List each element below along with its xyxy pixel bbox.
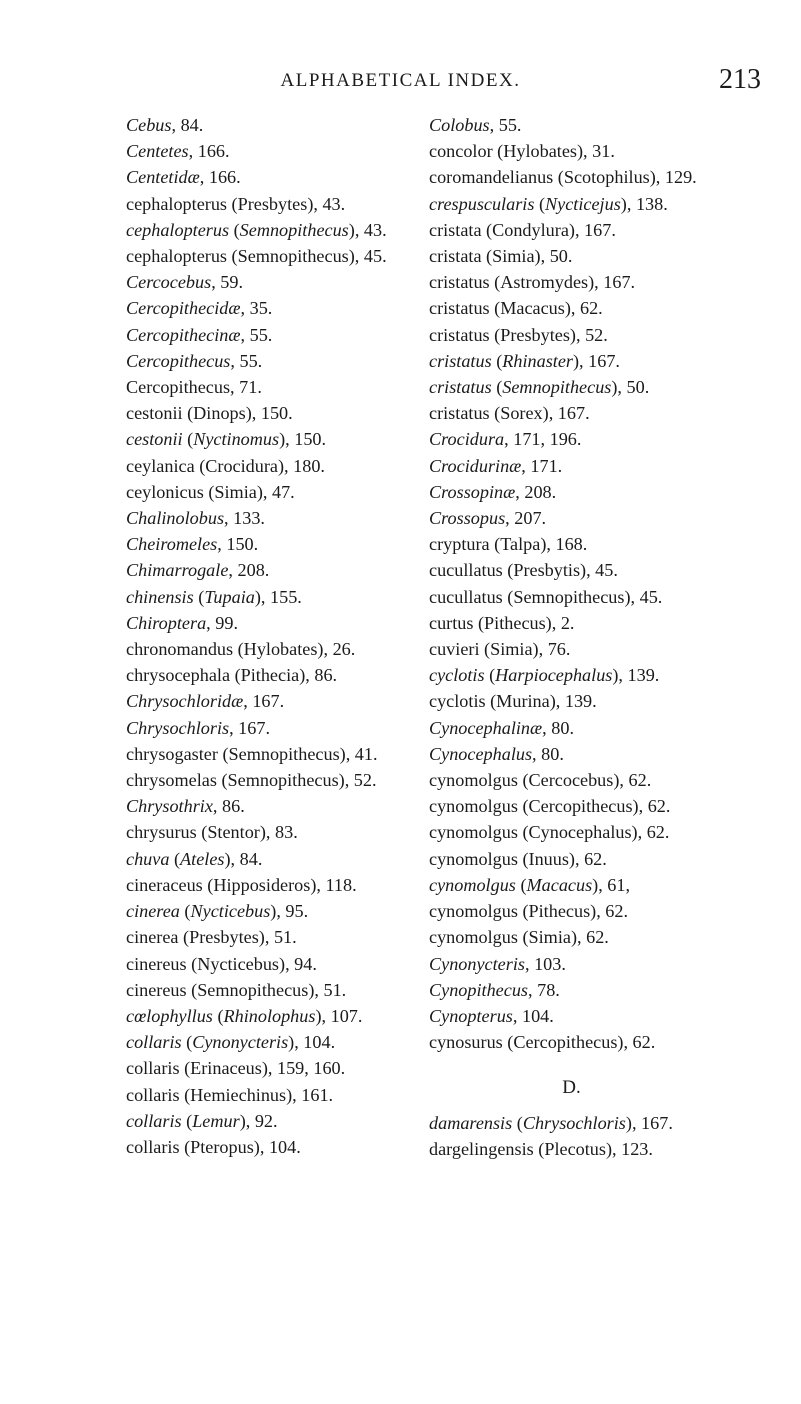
index-entry-text: ), 107. — [315, 1005, 363, 1026]
index-entry-text: cristatus (Astromydes), 167. — [429, 272, 636, 293]
index-entry-text: Crossopus — [429, 508, 506, 529]
index-entry-text: Cercopithecinæ — [126, 324, 241, 345]
index-entry-text: crespuscularis — [429, 193, 535, 214]
index-entry-text: cynomolgus (Simia), 62. — [429, 927, 609, 948]
index-entry-text: , 207. — [505, 508, 547, 529]
index-entry-text: cinereus (Nycticebus), 94. — [126, 953, 317, 974]
index-entry — [429, 505, 784, 531]
index-entry-text: Crossopinæ — [429, 481, 516, 502]
index-entry-text: ( — [484, 665, 496, 686]
index-entry — [429, 584, 784, 610]
index-entry-text: ), 155. — [254, 586, 302, 607]
index-entry-text: cestonii (Dinops), 150. — [126, 403, 293, 424]
index-entry-text: ), 167. — [573, 350, 620, 371]
index-entry-text: cephalopterus — [126, 219, 230, 240]
index-entry-text: , 35. — [240, 298, 273, 319]
index-entry — [126, 557, 436, 583]
index-entry — [126, 872, 436, 898]
index-entry-text: cristata (Condylura), 167. — [429, 219, 616, 240]
index-entry-text: Rhinolophus — [223, 1005, 316, 1026]
index-entry — [429, 715, 784, 741]
index-entry — [126, 977, 436, 1003]
index-entry-text: , 171, 196. — [504, 429, 582, 450]
index-entry-text: ( — [193, 586, 205, 607]
index-entry-text: Nyctinomus — [193, 429, 280, 450]
index-entry — [429, 951, 784, 977]
index-entry-text: Chrysochloris — [126, 717, 230, 738]
index-entry — [429, 741, 784, 767]
index-entry-text: Tupaia — [204, 586, 255, 607]
index-entry — [126, 453, 436, 479]
index-entry-text: Macacus — [526, 874, 593, 895]
index-entry — [126, 898, 436, 924]
index-entry — [429, 872, 784, 898]
index-entry-text: cucullatus (Semnopithecus), 45. — [429, 586, 663, 607]
index-entry-text: Chrysochloris — [522, 1112, 626, 1133]
index-entry-text: cephalopterus (Semnopithecus), 45. — [126, 246, 387, 267]
index-entry-text: cynomolgus (Inuus), 62. — [429, 848, 607, 869]
index-entry — [429, 1136, 784, 1162]
index-entry-text: cuvieri (Simia), 76. — [429, 639, 571, 660]
index-entry-text: cristatus — [429, 377, 492, 398]
index-entry-text: , 80. — [542, 717, 574, 738]
index-entry — [429, 819, 784, 845]
index-entry-text: ( — [182, 429, 194, 450]
index-entry-text: , 104. — [512, 1005, 554, 1026]
index-entry-text: ( — [491, 377, 503, 398]
index-entry-text: ( — [179, 901, 191, 922]
index-entry-text: , 84. — [171, 115, 204, 135]
index-entry — [126, 846, 436, 872]
index-entry-text: chuva — [126, 848, 170, 869]
index-entry-text: , 150. — [217, 534, 259, 555]
index-entry-text: , 208. — [515, 481, 557, 502]
index-entry-text: ( — [181, 1110, 193, 1131]
index-entry-text: Chrysochloridæ — [126, 691, 244, 712]
index-entry-text: ( — [491, 350, 503, 371]
index-entry — [429, 138, 784, 164]
index-entry — [126, 1055, 436, 1081]
index-entry-text: Cercopithecidæ — [126, 298, 241, 319]
index-entry — [126, 400, 436, 426]
index-entry-text: cynomolgus — [429, 874, 516, 895]
index-entry-text: , 55. — [230, 350, 263, 371]
index-entry-text: cinerea (Presbytes), 51. — [126, 927, 297, 948]
index-entry — [126, 584, 436, 610]
index-entry-text: ), 95. — [270, 901, 309, 922]
index-entry-text: ( — [512, 1112, 523, 1133]
index-entry-text: chrysocephala (Pithecia), 86. — [126, 665, 338, 686]
index-entry-text: cestonii — [126, 429, 183, 450]
index-entry — [126, 636, 436, 662]
index-entry — [429, 112, 784, 138]
index-entry-text: Rhinaster — [502, 350, 573, 371]
index-entry-text: cynomolgus (Pithecus), 62. — [429, 901, 629, 922]
index-entry-text: ), 150. — [279, 429, 327, 450]
index-entry-text: Ateles — [180, 848, 225, 869]
index-entry — [429, 688, 784, 714]
section-letter: D. — [562, 1077, 581, 1099]
index-entry-text: dargelingensis (Plecotus), 123. — [429, 1138, 653, 1159]
index-entry-text: cyclotis (Murina), 139. — [429, 691, 597, 712]
index-entry-text: chrysomelas (Semnopithecus), 52. — [126, 770, 377, 791]
index-entry-text: Chimarrogale — [126, 560, 229, 581]
page-header — [0, 62, 801, 102]
index-entry — [126, 322, 436, 348]
index-entry — [126, 793, 436, 819]
index-entry-text: Crocidurinæ — [429, 455, 522, 476]
index-entry — [126, 479, 436, 505]
index-entry — [126, 295, 436, 321]
index-entry — [126, 767, 436, 793]
index-entry — [429, 217, 784, 243]
index-entry — [429, 557, 784, 583]
index-entry — [429, 243, 784, 269]
index-entry — [126, 741, 436, 767]
index-entry-text: cynomolgus (Cercopithecus), 62. — [429, 796, 671, 817]
index-entry-text: chrysogaster (Semnopithecus), 41. — [126, 743, 378, 764]
index-entry-text: Cynopterus — [429, 1005, 513, 1026]
index-entry-text: , 55. — [489, 115, 522, 135]
index-entry — [126, 662, 436, 688]
index-entry — [126, 191, 436, 217]
index-entry-text: ceylanica (Crocidura), 180. — [126, 455, 325, 476]
index-entry — [429, 898, 784, 924]
index-entry-text: , 55. — [240, 324, 273, 345]
index-entry — [126, 374, 436, 400]
index-entry-text: Colobus — [429, 115, 490, 135]
index-entry-text: cristata (Simia), 50. — [429, 246, 573, 267]
index-entry — [429, 1110, 784, 1136]
index-entry-text: , 86. — [212, 796, 245, 817]
index-entry-text: ), 61, — [592, 874, 631, 895]
index-entry-text: , 80. — [532, 743, 564, 764]
index-entry-text: Crocidura — [429, 429, 505, 450]
index-entry-text: cephalopterus (Presbytes), 43. — [126, 193, 346, 214]
index-entry-text: Cynonycteris — [192, 1032, 289, 1053]
index-entry — [429, 977, 784, 1003]
index-entry — [429, 295, 784, 321]
index-entry — [126, 688, 436, 714]
index-entry-text: ), 50. — [611, 377, 650, 398]
index-entry-text: , 99. — [206, 612, 238, 633]
index-column-right — [429, 112, 784, 1162]
index-entry — [126, 819, 436, 845]
index-entry-text: cristatus — [429, 350, 492, 371]
index-entry-text: chrysurus (Stentor), 83. — [126, 822, 298, 843]
index-entry-text: cristatus (Presbytes), 52. — [429, 324, 608, 345]
index-entry — [429, 610, 784, 636]
index-entry — [429, 453, 784, 479]
index-entry — [429, 924, 784, 950]
index-entry — [429, 269, 784, 295]
index-entry — [429, 322, 784, 348]
index-entry-text: ceylonicus (Simia), 47. — [126, 481, 295, 502]
index-entry-text: chronomandus (Hylobates), 26. — [126, 639, 356, 660]
index-entry-text: cinereus (Semnopithecus), 51. — [126, 979, 347, 1000]
index-entry — [429, 793, 784, 819]
index-entry-text: cynomolgus (Cercocebus), 62. — [429, 770, 652, 791]
index-entry-text: collaris (Erinaceus), 159, 160. — [126, 1058, 346, 1079]
index-entry-text: cryptura (Talpa), 168. — [429, 534, 588, 555]
index-entry-text: collaris — [126, 1032, 182, 1053]
index-entry-text: Cercopithecus, 71. — [126, 377, 262, 398]
index-entry — [126, 217, 436, 243]
index-entry — [126, 426, 436, 452]
index-entry-text: cristatus (Macacus), 62. — [429, 298, 603, 319]
index-entry-text: ), 92. — [239, 1110, 278, 1131]
index-entry-text: Semnopithecus — [502, 377, 612, 398]
index-entry-text: , 167. — [229, 717, 270, 738]
index-entry — [429, 374, 784, 400]
index-entry — [429, 636, 784, 662]
index-entry — [126, 951, 436, 977]
index-entry-text: ), 43. — [348, 219, 387, 240]
running-title: ALPHABETICAL INDEX. — [280, 70, 521, 91]
index-entry — [429, 479, 784, 505]
index-entry-text: Semnopithecus — [239, 219, 349, 240]
index-entry — [126, 269, 436, 295]
index-entry — [126, 138, 436, 164]
index-entry — [126, 243, 436, 269]
index-entry — [126, 531, 436, 557]
index-entry — [126, 348, 436, 374]
index-entry — [429, 1029, 784, 1055]
index-entry-text: cinerea — [126, 901, 180, 922]
index-entry-text: ( — [169, 848, 181, 869]
index-entry-text: Cheiromeles — [126, 534, 218, 555]
index-entry-text: Chalinolobus — [126, 508, 225, 529]
page-number: 213 — [719, 64, 761, 95]
index-entry-text: , 59. — [211, 272, 244, 293]
index-entry — [429, 348, 784, 374]
index-entry — [429, 1003, 784, 1029]
index-entry-text: Cebus — [126, 115, 172, 135]
index-entry — [126, 924, 436, 950]
index-entry-text: curtus (Pithecus), 2. — [429, 612, 575, 633]
index-entry — [429, 767, 784, 793]
index-entry-text: Chiroptera — [126, 612, 207, 633]
index-entry-text: Cynocephalus — [429, 743, 533, 764]
index-entries-d — [429, 1110, 784, 1162]
index-entry-text: Lemur — [192, 1110, 240, 1131]
index-entry-text: cynomolgus (Cynocephalus), 62. — [429, 822, 670, 843]
index-entry-text: cucullatus (Presbytis), 45. — [429, 560, 618, 581]
index-entry-text: ), 104. — [288, 1032, 336, 1053]
index-entry-text: ), 167. — [625, 1112, 673, 1133]
index-entry-text: , 103. — [524, 953, 566, 974]
index-entry-text: Chrysothrix — [126, 796, 213, 817]
index-entry-text: , 166. — [188, 141, 230, 162]
index-entry-text: collaris (Pteropus), 104. — [126, 1136, 301, 1157]
index-entry-text: cristatus (Sorex), 167. — [429, 403, 590, 424]
index-entry-text: concolor (Hylobates), 31. — [429, 141, 615, 162]
index-entry — [126, 1082, 436, 1108]
index-entry — [126, 164, 436, 190]
index-entry-text: Harpiocephalus — [495, 665, 613, 686]
index-entry-text: , 78. — [528, 979, 560, 1000]
index-entry-text: Cynonycteris — [429, 953, 525, 974]
index-entry-text: chinensis — [126, 586, 194, 607]
index-entry — [126, 505, 436, 531]
index-entry-text: Nycticebus — [190, 901, 271, 922]
index-entry — [429, 164, 784, 190]
index-entry-text: ( — [229, 219, 240, 240]
index-entry-text: Centetes — [126, 141, 189, 162]
index-entry-text: ( — [181, 1032, 193, 1053]
index-entry-text: Cynocephalinæ — [429, 717, 543, 738]
index-entry-text: ), 138. — [620, 193, 668, 214]
index-entry-text: collaris — [126, 1110, 182, 1131]
index-entry-text: Nycticejus — [545, 193, 621, 214]
index-entry-text: , 171. — [521, 455, 563, 476]
index-entry-text: cineraceus (Hipposideros), 118. — [126, 874, 357, 895]
index-entries-c — [429, 112, 784, 1055]
index-entry — [126, 610, 436, 636]
index-entry — [126, 1029, 436, 1055]
index-entry-text: ), 84. — [224, 848, 263, 869]
index-entry — [429, 191, 784, 217]
index-entry-text: cyclotis — [429, 665, 485, 686]
index-column-left — [126, 112, 436, 1160]
index-entry — [429, 400, 784, 426]
index-entry — [429, 662, 784, 688]
index-entry-text: damarensis — [429, 1112, 513, 1133]
index-entry-text: Cynopithecus — [429, 979, 529, 1000]
index-entry — [429, 846, 784, 872]
index-entry — [429, 426, 784, 452]
index-entry — [126, 1003, 436, 1029]
index-entry-text: ( — [534, 193, 546, 214]
index-entry-text: Centetidæ — [126, 167, 200, 188]
index-entry-text: , 208. — [228, 560, 270, 581]
index-entry — [126, 1134, 436, 1160]
index-entry-text: , 166. — [199, 167, 241, 188]
index-entry-text: , 167. — [243, 691, 285, 712]
index-entry-text: ( — [212, 1005, 224, 1026]
index-entry-text: ), 139. — [612, 665, 660, 686]
index-entry-text: coromandelianus (Scotophilus), 129. — [429, 167, 697, 188]
index-entry-text: cœlophyllus — [126, 1005, 213, 1026]
index-entry-text: ( — [515, 874, 527, 895]
index-entry-text: collaris (Hemiechinus), 161. — [126, 1084, 334, 1105]
index-entry — [126, 112, 436, 138]
index-entry — [126, 715, 436, 741]
index-entry — [126, 1108, 436, 1134]
index-entry — [429, 531, 784, 557]
index-entry-text: cynosurus (Cercopithecus), 62. — [429, 1032, 656, 1053]
index-entry-text: , 133. — [224, 508, 265, 529]
index-entry-text: Cercocebus — [126, 272, 212, 293]
index-entry-text: Cercopithecus — [126, 350, 231, 371]
